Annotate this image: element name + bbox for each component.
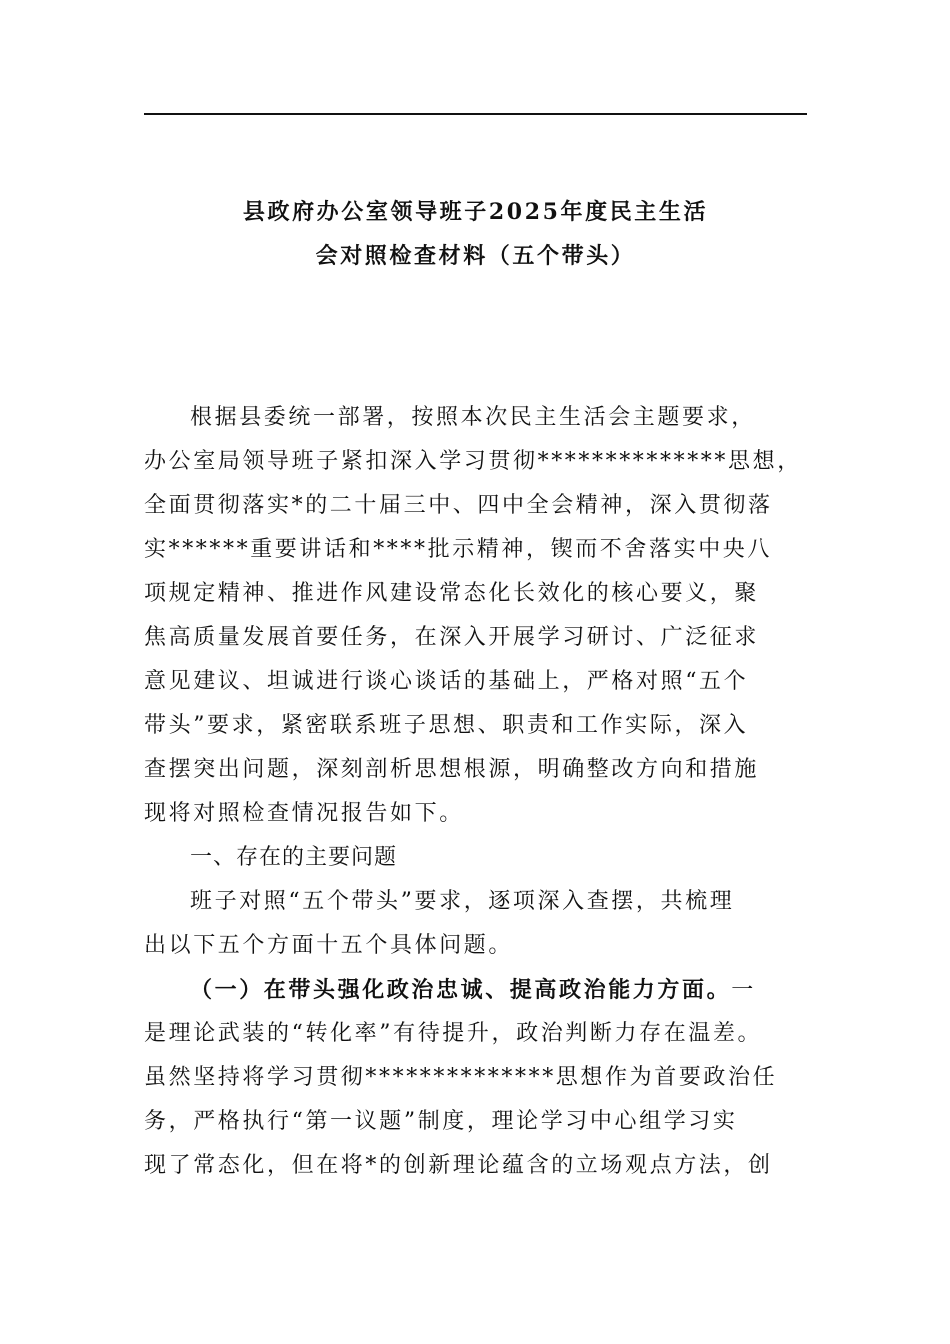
section-line: 出以下五个方面十五个具体问题。	[144, 933, 514, 958]
intro-line: 全面贯彻落实*的二十届三中、四中全会精神，深入贯彻落	[144, 493, 773, 518]
subsection-line: 虽然坚持将学习贯彻**************思想作为首要政治任	[144, 1065, 778, 1090]
header-rule	[144, 113, 807, 115]
title-line-2: 会对照检查材料（五个带头）	[315, 243, 636, 269]
title-line-1: 县政府办公室领导班子2025年度民主生活	[242, 199, 709, 225]
subsection-line: 现了常态化，但在将*的创新理论蕴含的立场观点方法，创	[144, 1153, 773, 1178]
document-body	[144, 396, 807, 1188]
intro-line: 现将对照检查情况报告如下。	[144, 801, 464, 826]
subsection-lead-tail: 一	[731, 978, 756, 1003]
subsection-lead: （一）在带头强化政治忠诚、提高政治能力方面。	[190, 977, 732, 1003]
intro-line: 查摆突出问题，深刻剖析思想根源，明确整改方向和措施	[144, 757, 760, 782]
subsection-line: 务，严格执行“第一议题”制度，理论学习中心组学习实	[144, 1109, 738, 1134]
intro-line: 项规定精神、推进作风建设常态化长效化的核心要义，聚	[144, 581, 760, 606]
intro-line: 意见建议、坦诚进行谈心谈话的基础上，严格对照“五个	[144, 669, 749, 694]
intro-line: 焦高质量发展首要任务，在深入开展学习研讨、广泛征求	[144, 625, 760, 650]
intro-line: 办公室局领导班子紧扣深入学习贯彻**************思想，	[144, 449, 802, 474]
subsection-first-line	[144, 968, 807, 1012]
section-line: 班子对照“五个带头”要求，逐项深入查摆，共梳理	[190, 889, 735, 914]
intro-line: 根据县委统一部署，按照本次民主生活会主题要求，	[190, 405, 756, 430]
document-title	[144, 190, 807, 278]
intro-line: 实******重要讲话和****批示精神，锲而不舍落实中央八	[144, 537, 773, 562]
intro-line: 带头”要求，紧密联系班子思想、职责和工作实际，深入	[144, 713, 749, 738]
subsection-line: 是理论武装的“转化率”有待提升，政治判断力存在温差。	[144, 1021, 763, 1046]
section-heading: 一、存在的主要问题	[190, 845, 398, 870]
